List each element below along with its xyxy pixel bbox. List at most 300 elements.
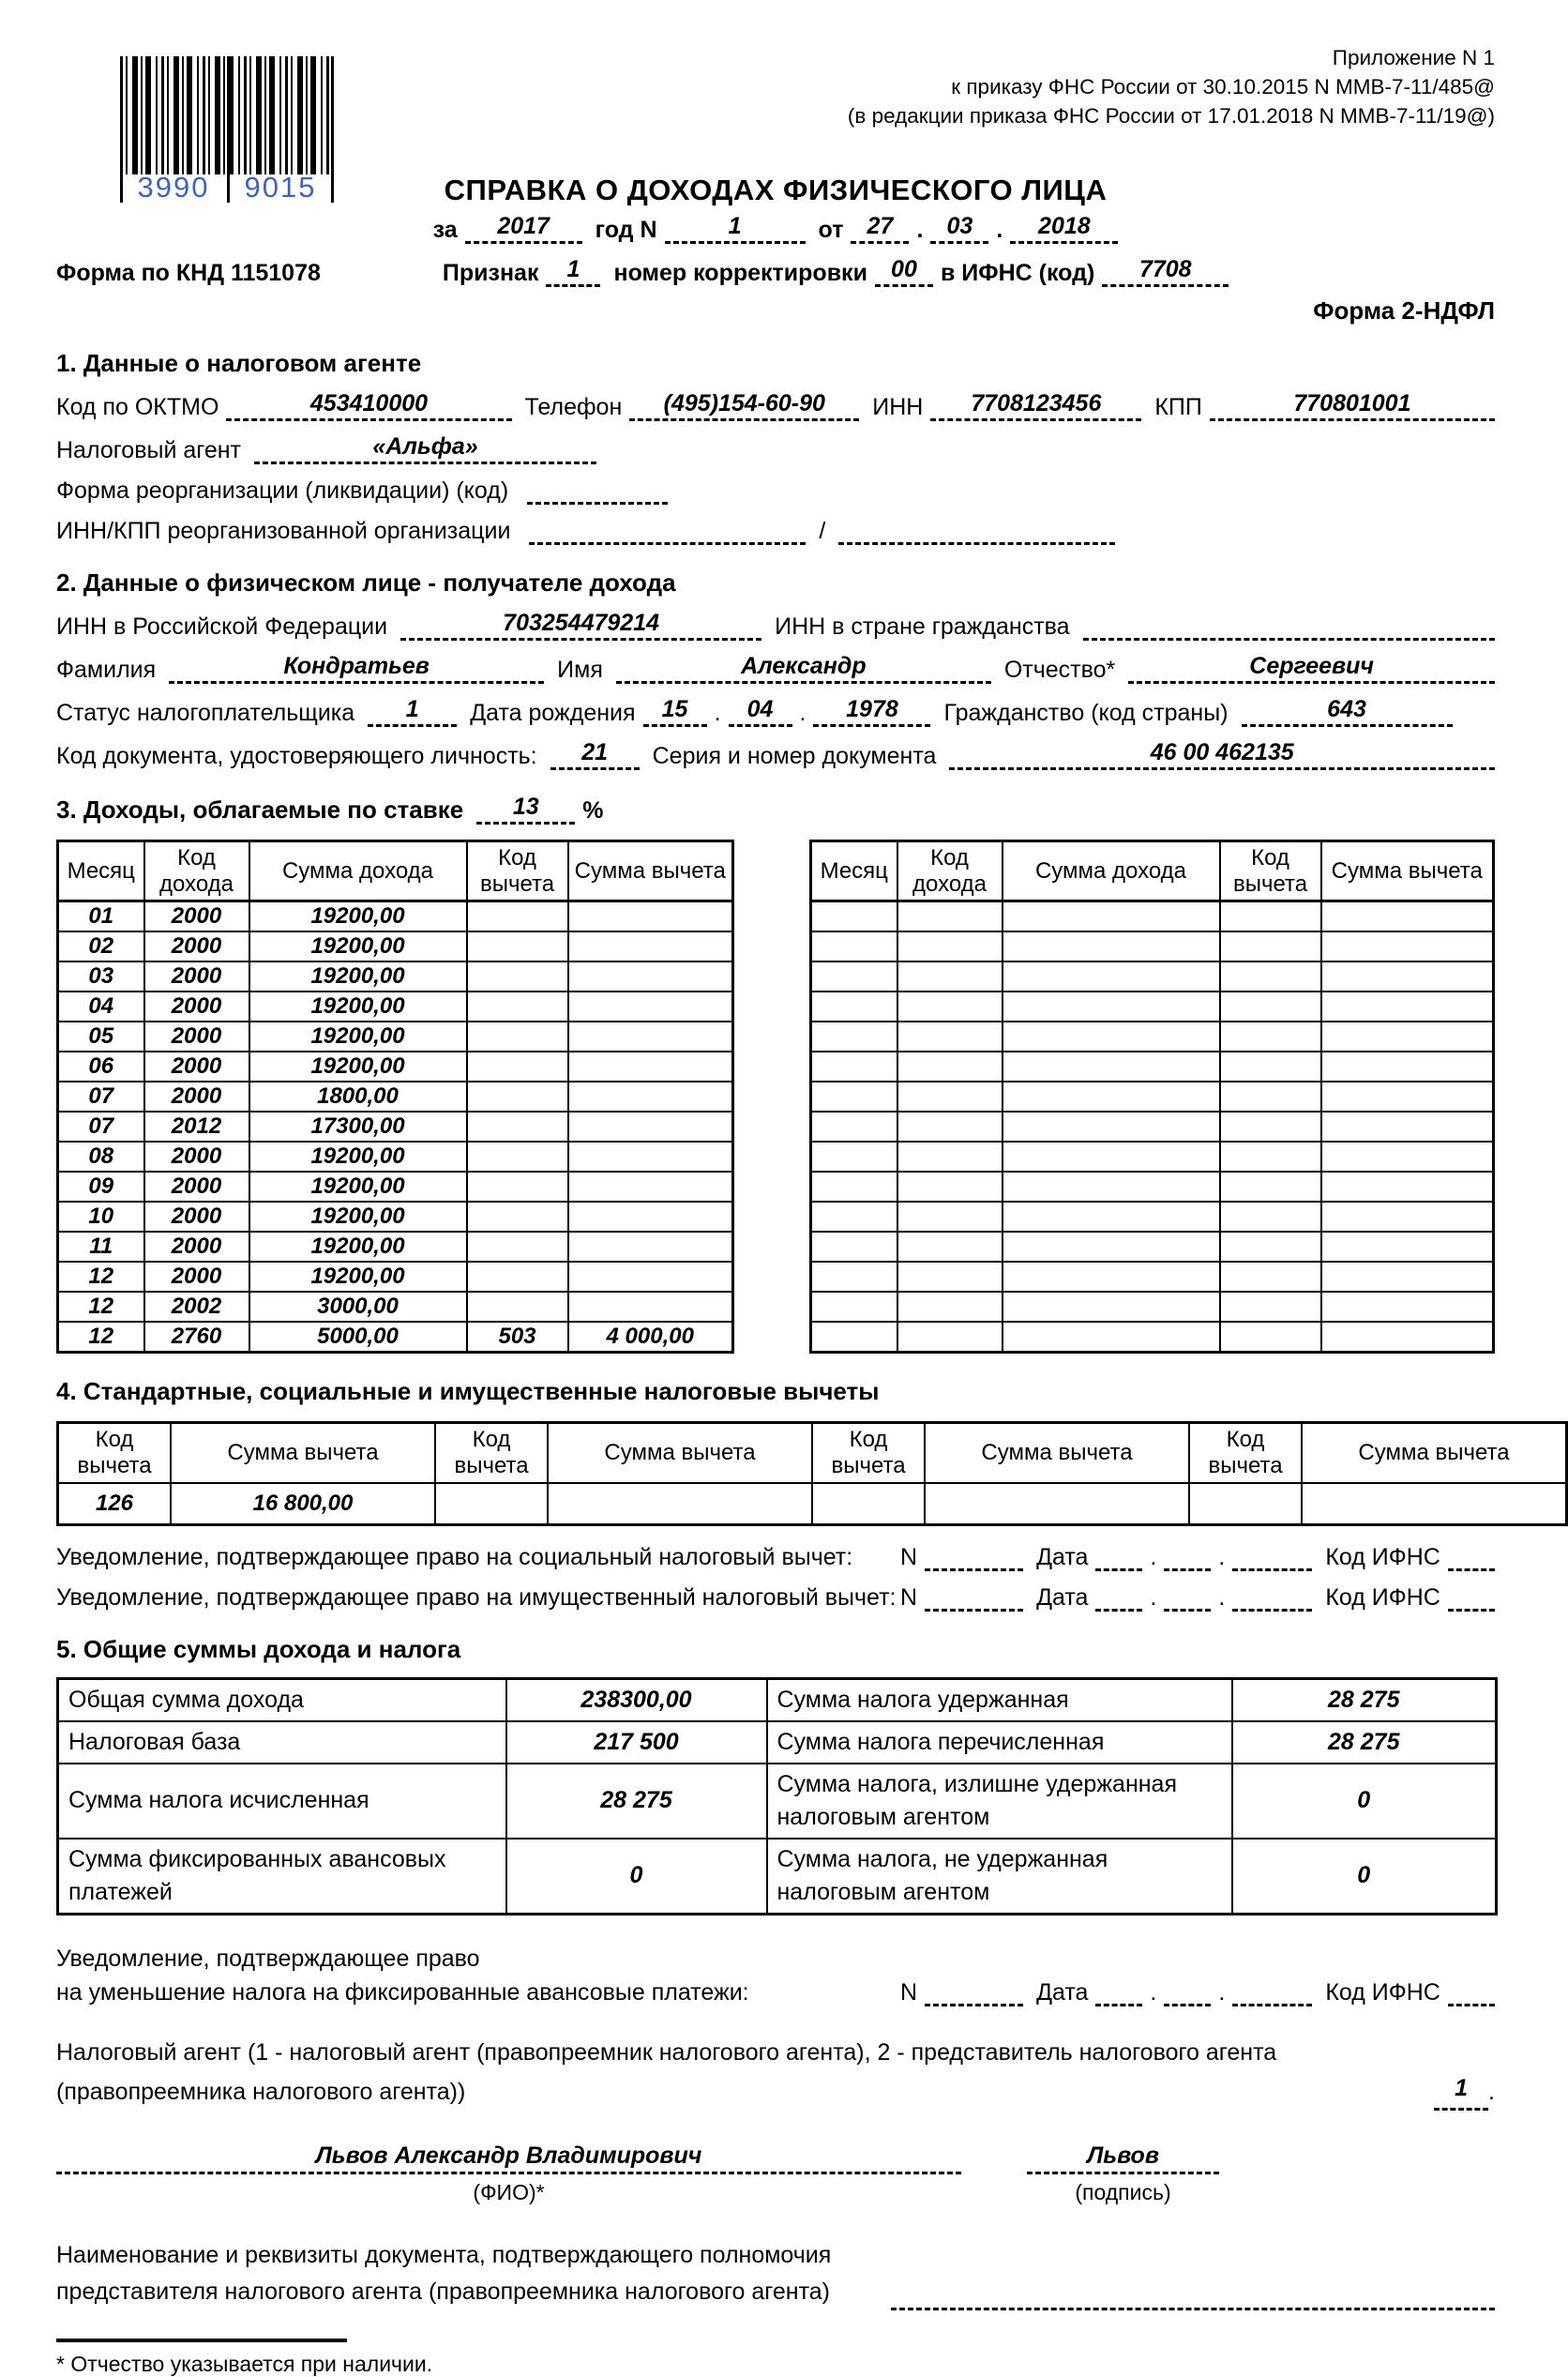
notice-property-label: Уведомление, подтверждающее право на имущественный налоговый вычет: bbox=[56, 1583, 897, 1611]
deduction-col-sum: Сумма вычета bbox=[548, 1423, 812, 1483]
col-income-sum: Сумма дохода bbox=[249, 841, 467, 901]
income-cell-empty bbox=[811, 1202, 897, 1232]
income-cell-empty bbox=[897, 1202, 1003, 1232]
income-cell-month: 07 bbox=[58, 1112, 144, 1142]
col-income-sum: Сумма дохода bbox=[1003, 841, 1220, 901]
income-row bbox=[58, 1262, 733, 1292]
deduction-cell-sum bbox=[925, 1483, 1189, 1525]
notice-n-field bbox=[925, 1583, 1023, 1612]
income-cell-empty bbox=[811, 1112, 897, 1142]
slash-separator: / bbox=[819, 518, 826, 545]
agent-label: Налоговый агент bbox=[56, 437, 241, 464]
income-cell-deduction bbox=[568, 1052, 733, 1082]
kpp-label: КПП bbox=[1154, 394, 1202, 421]
income-cell-income: 19200,00 bbox=[249, 1232, 467, 1262]
notice-date-day-field bbox=[1095, 1583, 1142, 1612]
ifns-code-label: Код ИФНС bbox=[1325, 1978, 1440, 2006]
tax-rate-field: 13 bbox=[476, 794, 575, 825]
income-cell-empty bbox=[1003, 1052, 1220, 1082]
inn-foreign-label: ИНН в стране гражданства bbox=[775, 613, 1070, 641]
totals-cell-label1: Сумма налога исчисленная bbox=[58, 1764, 506, 1839]
income-cell-empty bbox=[811, 992, 897, 1022]
totals-row bbox=[58, 1764, 1497, 1839]
person-doc-line bbox=[56, 739, 1495, 770]
reorg-inn-field bbox=[529, 517, 806, 545]
ot-label: от bbox=[818, 217, 844, 244]
income-cell-empty bbox=[1321, 961, 1494, 992]
lastname-field: Кондратьев bbox=[169, 653, 544, 684]
section3-title-line bbox=[56, 794, 1495, 825]
fixed-notice-line2 bbox=[56, 1978, 1495, 2006]
deduction-col-code: Код вычета bbox=[58, 1423, 172, 1483]
income-row-empty bbox=[811, 1172, 1494, 1202]
income-cell-deduction bbox=[568, 992, 733, 1022]
date-label: Дата bbox=[1036, 1978, 1089, 2006]
income-cell-deduction_code bbox=[467, 1292, 568, 1322]
income-cell-empty bbox=[811, 1082, 897, 1112]
income-cell-income_code: 2000 bbox=[144, 901, 249, 932]
income-row bbox=[58, 901, 733, 932]
notice-ifns-field bbox=[1448, 1978, 1495, 2006]
notice-ifns-field bbox=[1448, 1543, 1495, 1571]
status-field: 1 bbox=[368, 696, 457, 727]
income-cell-month: 12 bbox=[58, 1262, 144, 1292]
deduction-cell-code bbox=[1189, 1483, 1302, 1525]
deduction-col-sum: Сумма вычета bbox=[1302, 1423, 1567, 1483]
income-row-empty bbox=[811, 1232, 1494, 1262]
income-cell-income_code: 2000 bbox=[144, 1262, 249, 1292]
agent-type-line2-text: (правопреемника налогового агента)) bbox=[56, 2079, 466, 2106]
reorg-inn-line bbox=[56, 517, 1495, 545]
income-row-empty bbox=[811, 1022, 1494, 1052]
notice-date-day-field bbox=[1095, 1543, 1142, 1571]
income-cell-month: 01 bbox=[58, 901, 144, 932]
income-cell-empty bbox=[1321, 931, 1494, 961]
income-cell-empty bbox=[1321, 1232, 1494, 1262]
fixed-notice-label: на уменьшение налога на фиксированные авансовые платежи: bbox=[56, 1978, 749, 2006]
income-cell-empty bbox=[1003, 1142, 1220, 1172]
totals-cell-label1: Сумма фиксированных авансовых платежей bbox=[58, 1839, 506, 1915]
income-cell-empty bbox=[897, 1292, 1003, 1322]
col-deduction-sum: Сумма вычета bbox=[568, 841, 733, 901]
income-cell-empty bbox=[1321, 1142, 1494, 1172]
citizenship-label: Гражданство (код страны) bbox=[943, 700, 1229, 727]
doc-authority-field bbox=[891, 2282, 1495, 2310]
income-cell-income_code: 2000 bbox=[144, 992, 249, 1022]
deduction-header-row bbox=[58, 1423, 1567, 1483]
inn-foreign-field bbox=[1083, 613, 1495, 641]
income-cell-empty bbox=[1003, 1292, 1220, 1322]
income-cell-deduction bbox=[568, 1292, 733, 1322]
notice-ifns-field bbox=[1448, 1583, 1495, 1612]
col-income-code: Код дохода bbox=[897, 841, 1003, 901]
birth-year-field: 1978 bbox=[813, 696, 930, 727]
deduction-col-sum: Сумма вычета bbox=[925, 1423, 1189, 1483]
income-cell-month: 12 bbox=[58, 1292, 144, 1322]
income-cell-empty bbox=[1220, 961, 1321, 992]
status-label: Статус налогоплательщика bbox=[56, 700, 355, 727]
income-cell-deduction bbox=[568, 1022, 733, 1052]
income-row-empty bbox=[811, 1202, 1494, 1232]
correction-label: номер корректировки bbox=[613, 260, 867, 287]
date-month-field: 03 bbox=[930, 213, 988, 244]
section5-title: 5. Общие суммы дохода и налога bbox=[56, 1634, 461, 1663]
income-cell-empty bbox=[1321, 901, 1494, 932]
income-cell-empty bbox=[897, 961, 1003, 992]
income-row-empty bbox=[811, 1082, 1494, 1112]
appendix-line-1: Приложение N 1 bbox=[1332, 46, 1495, 69]
income-cell-empty bbox=[811, 931, 897, 961]
notice-dot: . bbox=[1218, 1583, 1226, 1611]
income-table-left bbox=[56, 840, 734, 1354]
income-cell-deduction_code bbox=[467, 1232, 568, 1262]
income-cell-empty bbox=[1321, 1292, 1494, 1322]
income-row-empty bbox=[811, 961, 1494, 992]
birth-month-field: 04 bbox=[729, 696, 792, 727]
totals-table bbox=[56, 1677, 1498, 1915]
income-cell-empty bbox=[897, 901, 1003, 932]
date-label: Дата bbox=[1036, 1543, 1089, 1570]
birth-day-field: 15 bbox=[643, 696, 707, 727]
deduction-col-sum: Сумма вычета bbox=[171, 1423, 435, 1483]
income-cell-empty bbox=[1220, 992, 1321, 1022]
oktmo-field: 453410000 bbox=[226, 390, 511, 421]
signature-field: Львов bbox=[1027, 2142, 1219, 2174]
totals-cell-value2: 28 275 bbox=[1232, 1721, 1497, 1764]
signature-block bbox=[56, 2142, 1495, 2205]
deduction-cell-code bbox=[812, 1483, 925, 1525]
totals-cell-value1: 238300,00 bbox=[506, 1678, 767, 1721]
income-cell-income_code: 2000 bbox=[144, 1022, 249, 1052]
za-label: за bbox=[432, 217, 458, 244]
income-cell-empty bbox=[811, 961, 897, 992]
totals-cell-label1: Налоговая база bbox=[58, 1721, 506, 1764]
income-row bbox=[58, 931, 733, 961]
notice-social-label: Уведомление, подтверждающее право на социальный налоговый вычет: bbox=[56, 1543, 853, 1570]
income-cell-month: 04 bbox=[58, 992, 144, 1022]
income-cell-month: 12 bbox=[58, 1322, 144, 1353]
income-cell-income_code: 2000 bbox=[144, 1232, 249, 1262]
income-cell-empty bbox=[1321, 1082, 1494, 1112]
income-cell-month: 08 bbox=[58, 1142, 144, 1172]
signature-gap bbox=[961, 2142, 1027, 2205]
income-cell-empty bbox=[1003, 1232, 1220, 1262]
income-cell-deduction_code bbox=[467, 961, 568, 992]
income-cell-income: 5000,00 bbox=[249, 1322, 467, 1353]
fixed-advance-notice bbox=[56, 1946, 1495, 2006]
income-row bbox=[58, 1232, 733, 1262]
barcode bbox=[120, 56, 334, 204]
income-cell-month: 02 bbox=[58, 931, 144, 961]
income-cell-deduction bbox=[568, 1232, 733, 1262]
income-cell-income: 19200,00 bbox=[249, 931, 467, 961]
income-cell-empty bbox=[1220, 1232, 1321, 1262]
doc-number-field: 1 bbox=[665, 213, 806, 244]
income-cell-deduction_code bbox=[467, 1052, 568, 1082]
income-row bbox=[58, 992, 733, 1022]
date-dot-2: . bbox=[996, 217, 1003, 244]
income-cell-empty bbox=[897, 1082, 1003, 1112]
footnote-rule bbox=[56, 2339, 347, 2342]
page-title: СПРАВКА О ДОХОДАХ ФИЗИЧЕСКОГО ЛИЦА bbox=[444, 174, 1108, 207]
col-deduction-code: Код вычета bbox=[467, 841, 568, 901]
agent-ids-line bbox=[56, 390, 1495, 421]
income-cell-income_code: 2000 bbox=[144, 1082, 249, 1112]
oktmo-label: Код по ОКТМО bbox=[56, 394, 219, 421]
deduction-col-code: Код вычета bbox=[1189, 1423, 1302, 1483]
income-cell-income_code: 2000 bbox=[144, 1172, 249, 1202]
n-label: N bbox=[900, 1583, 918, 1611]
income-cell-deduction_code bbox=[467, 1262, 568, 1292]
income-cell-deduction_code bbox=[467, 1172, 568, 1202]
income-cell-empty bbox=[811, 1232, 897, 1262]
income-cell-income_code: 2000 bbox=[144, 931, 249, 961]
income-cell-empty bbox=[1220, 931, 1321, 961]
date-dot-1: . bbox=[916, 217, 924, 244]
knd-label: Форма по КНД 1151078 bbox=[56, 260, 321, 287]
income-tables bbox=[56, 840, 1495, 1354]
n-label: N bbox=[900, 1978, 918, 2006]
income-cell-empty bbox=[1003, 1322, 1220, 1353]
person-inn-line bbox=[56, 610, 1495, 641]
deduction-table bbox=[56, 1421, 1568, 1525]
income-cell-income_code: 2000 bbox=[144, 1202, 249, 1232]
totals-cell-label2: Сумма налога перечисленная bbox=[767, 1721, 1232, 1764]
barcode-digits-left: 3990 bbox=[137, 171, 210, 204]
citizenship-field: 643 bbox=[1242, 696, 1453, 727]
income-cell-empty bbox=[1003, 931, 1220, 961]
doc-authority-line1: Наименование и реквизиты документа, подтверждающего полномочия bbox=[56, 2242, 832, 2269]
income-cell-empty bbox=[897, 1322, 1003, 1353]
income-cell-income: 19200,00 bbox=[249, 1022, 467, 1052]
n-label: N bbox=[900, 1543, 918, 1570]
income-cell-empty bbox=[1321, 1052, 1494, 1082]
lastname-label: Фамилия bbox=[56, 657, 157, 684]
income-table-right bbox=[809, 840, 1495, 1354]
notice-dot: . bbox=[1150, 1978, 1157, 2006]
agent-name-field: «Альфа» bbox=[254, 433, 596, 464]
income-cell-empty bbox=[811, 901, 897, 932]
income-cell-income: 19200,00 bbox=[249, 1172, 467, 1202]
income-cell-empty bbox=[1003, 961, 1220, 992]
form-name: Форма 2-НДФЛ bbox=[1313, 296, 1495, 326]
notice-property-line bbox=[56, 1583, 1495, 1612]
income-cell-empty bbox=[1003, 1022, 1220, 1052]
income-cell-deduction: 4 000,00 bbox=[568, 1322, 733, 1353]
income-cell-empty bbox=[1321, 1202, 1494, 1232]
person-name-line bbox=[56, 653, 1495, 684]
income-cell-empty bbox=[897, 1262, 1003, 1292]
totals-cell-value1: 28 275 bbox=[506, 1764, 767, 1839]
deduction-col-code: Код вычета bbox=[812, 1423, 925, 1483]
income-cell-empty bbox=[811, 1172, 897, 1202]
totals-cell-value1: 217 500 bbox=[506, 1721, 767, 1764]
income-cell-empty bbox=[1321, 1112, 1494, 1142]
patronymic-field: Сергеевич bbox=[1128, 653, 1495, 684]
income-row bbox=[58, 1172, 733, 1202]
income-header-row bbox=[811, 841, 1494, 901]
patronymic-label: Отчество* bbox=[1003, 657, 1116, 684]
income-cell-empty bbox=[1003, 1202, 1220, 1232]
income-cell-income: 19200,00 bbox=[249, 1052, 467, 1082]
income-row-empty bbox=[811, 1262, 1494, 1292]
kpp-field: 770801001 bbox=[1210, 390, 1495, 421]
totals-row bbox=[58, 1839, 1497, 1915]
income-cell-empty bbox=[1321, 1262, 1494, 1292]
income-cell-empty bbox=[897, 1022, 1003, 1052]
priznak-field: 1 bbox=[546, 256, 600, 287]
income-cell-month: 07 bbox=[58, 1082, 144, 1112]
notice-dot: . bbox=[1150, 1583, 1157, 1611]
income-row-empty bbox=[811, 1292, 1494, 1322]
income-cell-deduction bbox=[568, 1142, 733, 1172]
totals-cell-value2: 28 275 bbox=[1232, 1678, 1497, 1721]
doc-authority-block bbox=[56, 2237, 1495, 2310]
income-row bbox=[58, 1142, 733, 1172]
income-cell-income: 19200,00 bbox=[249, 992, 467, 1022]
income-cell-income_code: 2012 bbox=[144, 1112, 249, 1142]
income-cell-empty bbox=[1220, 1202, 1321, 1232]
income-cell-income_code: 2002 bbox=[144, 1292, 249, 1322]
income-cell-empty bbox=[1220, 1142, 1321, 1172]
deduction-cell-code bbox=[435, 1483, 548, 1525]
income-cell-deduction bbox=[568, 931, 733, 961]
income-cell-income_code: 2000 bbox=[144, 1142, 249, 1172]
knd-priznak-line bbox=[56, 256, 1495, 287]
notice-date-month-field bbox=[1164, 1583, 1211, 1612]
income-cell-income_code: 2760 bbox=[144, 1322, 249, 1353]
income-row-empty bbox=[811, 1112, 1494, 1142]
notice-date-month-field bbox=[1164, 1543, 1211, 1571]
income-row bbox=[58, 1112, 733, 1142]
income-row bbox=[58, 1082, 733, 1112]
col-deduction-sum: Сумма вычета bbox=[1321, 841, 1494, 901]
income-cell-empty bbox=[1220, 1262, 1321, 1292]
barcode-digits bbox=[120, 171, 334, 204]
barcode-digits-right: 9015 bbox=[244, 171, 317, 204]
income-row bbox=[58, 1052, 733, 1082]
notice-dot: . bbox=[1150, 1543, 1157, 1570]
income-cell-month: 10 bbox=[58, 1202, 144, 1232]
birthdate-label: Дата рождения bbox=[470, 700, 636, 727]
income-cell-empty bbox=[1321, 1022, 1494, 1052]
income-cell-income: 19200,00 bbox=[249, 1262, 467, 1292]
income-cell-empty bbox=[1003, 1082, 1220, 1112]
phone-label: Телефон bbox=[524, 394, 623, 421]
notice-date-year-field bbox=[1232, 1978, 1312, 2006]
firstname-field: Александр bbox=[616, 653, 991, 684]
income-cell-empty bbox=[811, 1142, 897, 1172]
income-cell-empty bbox=[1220, 1112, 1321, 1142]
income-cell-empty bbox=[1003, 901, 1220, 932]
ifns-code-label: Код ИФНС bbox=[1325, 1583, 1440, 1611]
income-row-empty bbox=[811, 1322, 1494, 1353]
income-cell-empty bbox=[897, 1142, 1003, 1172]
deduction-cell-sum: 16 800,00 bbox=[171, 1483, 435, 1525]
priznak-label: Признак bbox=[442, 260, 539, 287]
doc-authority-label bbox=[56, 2237, 853, 2310]
income-cell-deduction bbox=[568, 1112, 733, 1142]
income-cell-empty bbox=[1220, 1292, 1321, 1322]
phone-field: (495)154-60-90 bbox=[629, 390, 859, 421]
income-cell-income_code: 2000 bbox=[144, 961, 249, 992]
birth-dot-2: . bbox=[799, 700, 807, 727]
income-cell-deduction bbox=[568, 1082, 733, 1112]
income-cell-empty bbox=[1220, 1322, 1321, 1353]
income-cell-month: 05 bbox=[58, 1022, 144, 1052]
notice-social-line bbox=[56, 1543, 1495, 1571]
income-cell-empty bbox=[1321, 992, 1494, 1022]
income-row-empty bbox=[811, 931, 1494, 961]
income-cell-income: 19200,00 bbox=[249, 901, 467, 932]
income-cell-empty bbox=[897, 1172, 1003, 1202]
income-cell-deduction bbox=[568, 961, 733, 992]
income-cell-empty bbox=[1321, 1322, 1494, 1353]
ifns-label: в ИФНС (код) bbox=[940, 260, 1095, 287]
date-label: Дата bbox=[1036, 1583, 1089, 1611]
totals-cell-label2: Сумма налога удержанная bbox=[767, 1678, 1232, 1721]
signature-caption: (подпись) bbox=[1075, 2180, 1171, 2205]
doc-series-field: 46 00 462135 bbox=[949, 739, 1495, 770]
income-cell-deduction_code bbox=[467, 1112, 568, 1142]
income-cell-income: 19200,00 bbox=[249, 961, 467, 992]
ifns-code-label: Код ИФНС bbox=[1325, 1543, 1440, 1570]
income-cell-deduction bbox=[568, 1202, 733, 1232]
income-cell-deduction bbox=[568, 1262, 733, 1292]
income-cell-empty bbox=[1003, 1172, 1220, 1202]
signature-col bbox=[1027, 2142, 1219, 2205]
birth-dot-1: . bbox=[714, 700, 721, 727]
income-cell-month: 03 bbox=[58, 961, 144, 992]
totals-row bbox=[58, 1678, 1497, 1721]
reorg-kpp-field bbox=[838, 517, 1115, 545]
doc-authority-line2: представителя налогового агента (правопреемника налогового агента) bbox=[56, 2278, 830, 2305]
agent-inn-label: ИНН bbox=[872, 394, 924, 421]
agent-type-field: 1 bbox=[1434, 2070, 1488, 2111]
income-cell-income: 19200,00 bbox=[249, 1142, 467, 1172]
income-cell-empty bbox=[1003, 992, 1220, 1022]
totals-cell-label2: Сумма налога, излишне удержанная налоговым агентом bbox=[767, 1764, 1232, 1839]
god-label: год N bbox=[595, 217, 657, 244]
income-row-empty bbox=[811, 1142, 1494, 1172]
inn-rf-field: 703254479214 bbox=[400, 610, 761, 641]
income-cell-income: 1800,00 bbox=[249, 1082, 467, 1112]
income-cell-empty bbox=[1220, 1082, 1321, 1112]
fio-caption: (ФИО)* bbox=[473, 2180, 545, 2205]
agent-type-line2 bbox=[56, 2070, 1495, 2111]
income-cell-empty bbox=[897, 1232, 1003, 1262]
income-cell-income: 19200,00 bbox=[249, 1202, 467, 1232]
doc-series-label: Серия и номер документа bbox=[652, 743, 937, 770]
person-status-line bbox=[56, 696, 1495, 727]
income-cell-deduction_code bbox=[467, 1022, 568, 1052]
deduction-col-code: Код вычета bbox=[435, 1423, 548, 1483]
income-cell-empty bbox=[811, 1052, 897, 1082]
section1-title: 1. Данные о налоговом агенте bbox=[56, 349, 422, 378]
fio-block bbox=[56, 2142, 961, 2205]
notice-n-field bbox=[925, 1978, 1023, 2006]
inn-rf-label: ИНН в Российской Федерации bbox=[56, 613, 388, 641]
notice-n-field bbox=[925, 1543, 1023, 1571]
agent-type-block bbox=[56, 2035, 1495, 2112]
period-line bbox=[56, 213, 1495, 244]
totals-cell-value1: 0 bbox=[506, 1839, 767, 1915]
income-cell-empty bbox=[897, 1052, 1003, 1082]
totals-cell-value2: 0 bbox=[1232, 1764, 1497, 1839]
col-income-code: Код дохода bbox=[144, 841, 249, 901]
income-cell-deduction_code bbox=[467, 992, 568, 1022]
date-day-field: 27 bbox=[851, 213, 909, 244]
